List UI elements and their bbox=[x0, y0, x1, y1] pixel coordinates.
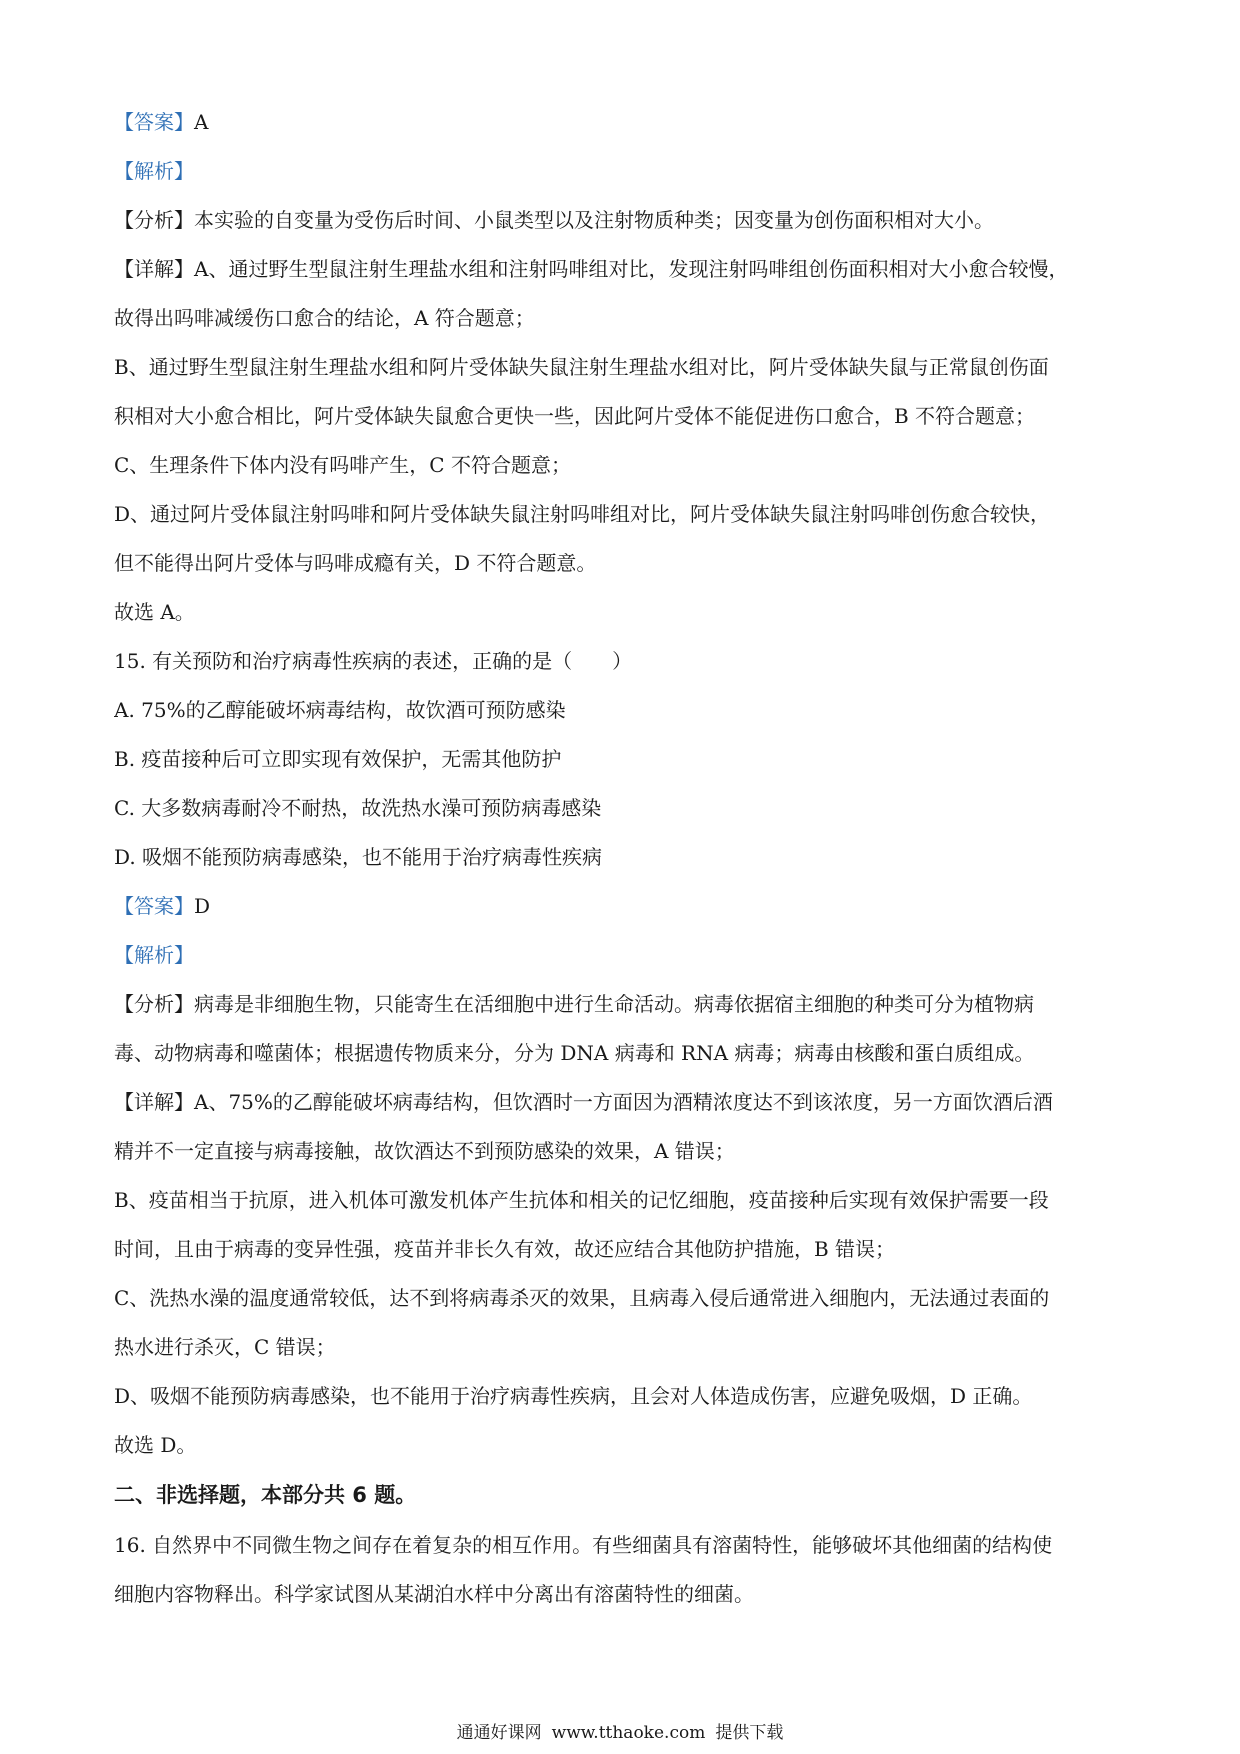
q15-analysis-line: 精并不一定直接与病毒接触，故饮酒达不到预防感染的效果，A 错误； bbox=[114, 1139, 735, 1163]
q15-conclusion: 故选 D。 bbox=[114, 1433, 197, 1457]
q14-analysis-line: B、通过野生型鼠注射生理盐水组和阿片受体缺失鼠注射生理盐水组对比，阿片受体缺失鼠与正常鼠创伤面 bbox=[114, 355, 1049, 379]
footer-url: www.tthaoke.com bbox=[551, 1723, 706, 1743]
q14-analysis-line: 【详解】A、通过野生型鼠注射生理盐水组和注射吗啡组对比，发现注射吗啡组创伤面积相对大小愈合较慢， bbox=[114, 257, 1069, 281]
q14-analysis-line: D、通过阿片受体鼠注射吗啡和阿片受体缺失鼠注射吗啡组对比，阿片受体缺失鼠注射吗啡创伤愈合较快， bbox=[114, 502, 1051, 526]
q15-analysis-line: 毒、动物病毒和噬菌体；根据遗传物质来分，分为 DNA 病毒和 RNA 病毒；病毒由核酸和蛋白质组成。 bbox=[114, 1041, 1035, 1065]
q15-analysis-line: 热水进行杀灭，C 错误； bbox=[114, 1335, 336, 1359]
q14-analysis-line: 积相对大小愈合相比，阿片受体缺失鼠愈合更快一些，因此阿片受体不能促进伤口愈合，B 不符合题意； bbox=[114, 404, 1036, 428]
q15-analysis-line: D、吸烟不能预防病毒感染，也不能用于治疗病毒性疾病，且会对人体造成伤害，应避免吸烟，D 正确。 bbox=[114, 1384, 1033, 1408]
q15-answer-value: D bbox=[194, 894, 211, 918]
footer-suffix: 提供下载 bbox=[715, 1723, 784, 1743]
analysis-tag: 【解析】 bbox=[114, 943, 194, 967]
q15-option-c: C. 大多数病毒耐冷不耐热，故洗热水澡可预防病毒感染 bbox=[114, 796, 602, 820]
q14-analysis-line: 故得出吗啡减缓伤口愈合的结论，A 符合题意； bbox=[114, 306, 535, 330]
answer-tag: 【答案】 bbox=[114, 110, 194, 134]
q15-option-a: A. 75%的乙醇能破坏病毒结构，故饮酒可预防感染 bbox=[114, 698, 566, 722]
q15-option-d: D. 吸烟不能预防病毒感染，也不能用于治疗病毒性疾病 bbox=[114, 845, 603, 869]
analysis-tag: 【解析】 bbox=[114, 159, 194, 183]
page-footer bbox=[0, 1721, 1240, 1745]
q15-analysis-line: 【分析】病毒是非细胞生物，只能寄生在活细胞中进行生命活动。病毒依据宿主细胞的种类可分为植物病 bbox=[114, 992, 1034, 1016]
q15-answer-line bbox=[114, 882, 1134, 931]
page-content bbox=[114, 98, 1134, 1619]
q15-stem: 15. 有关预防和治疗病毒性疾病的表述，正确的是（ ） bbox=[114, 649, 633, 673]
q16-stem-line: 16. 自然界中不同微生物之间存在着复杂的相互作用。有些细菌具有溶菌特性，能够破坏其他细菌的结构使 bbox=[114, 1533, 1053, 1557]
q14-analysis-line: 但不能得出阿片受体与吗啡成瘾有关，D 不符合题意。 bbox=[114, 551, 597, 575]
answer-tag: 【答案】 bbox=[114, 894, 194, 918]
footer-site-name: 通通好课网 bbox=[456, 1723, 542, 1743]
q15-analysis-line: B、疫苗相当于抗原，进入机体可激发机体产生抗体和相关的记忆细胞，疫苗接种后实现有效保护需要一段 bbox=[114, 1188, 1049, 1212]
q14-analysis-line: 【分析】本实验的自变量为受伤后时间、小鼠类型以及注射物质种类；因变量为创伤面积相对大小。 bbox=[114, 208, 994, 232]
q15-analysis-line: 时间，且由于病毒的变异性强，疫苗并非长久有效，故还应结合其他防护措施，B 错误； bbox=[114, 1237, 896, 1261]
q15-analysis-line: 【详解】A、75%的乙醇能破坏病毒结构，但饮酒时一方面因为酒精浓度达不到该浓度，另一方面饮酒后酒 bbox=[114, 1090, 1053, 1114]
q15-analysis-heading bbox=[114, 931, 1134, 980]
q15-option-b: B. 疫苗接种后可立即实现有效保护，无需其他防护 bbox=[114, 747, 562, 771]
q16-stem-line: 细胞内容物释出。科学家试图从某湖泊水样中分离出有溶菌特性的细菌。 bbox=[114, 1582, 754, 1606]
section-title: 二、非选择题，本部分共 6 题。 bbox=[114, 1483, 417, 1507]
q15-analysis-line: C、洗热水澡的温度通常较低，达不到将病毒杀灭的效果，且病毒入侵后通常进入细胞内，无法通过表面的 bbox=[114, 1286, 1050, 1310]
q14-analysis-line: C、生理条件下体内没有吗啡产生，C 不符合题意； bbox=[114, 453, 571, 477]
q14-conclusion: 故选 A。 bbox=[114, 600, 195, 624]
q14-answer-value: A bbox=[194, 110, 209, 134]
q14-analysis-heading bbox=[114, 147, 1134, 196]
q14-answer-line bbox=[114, 98, 1134, 147]
